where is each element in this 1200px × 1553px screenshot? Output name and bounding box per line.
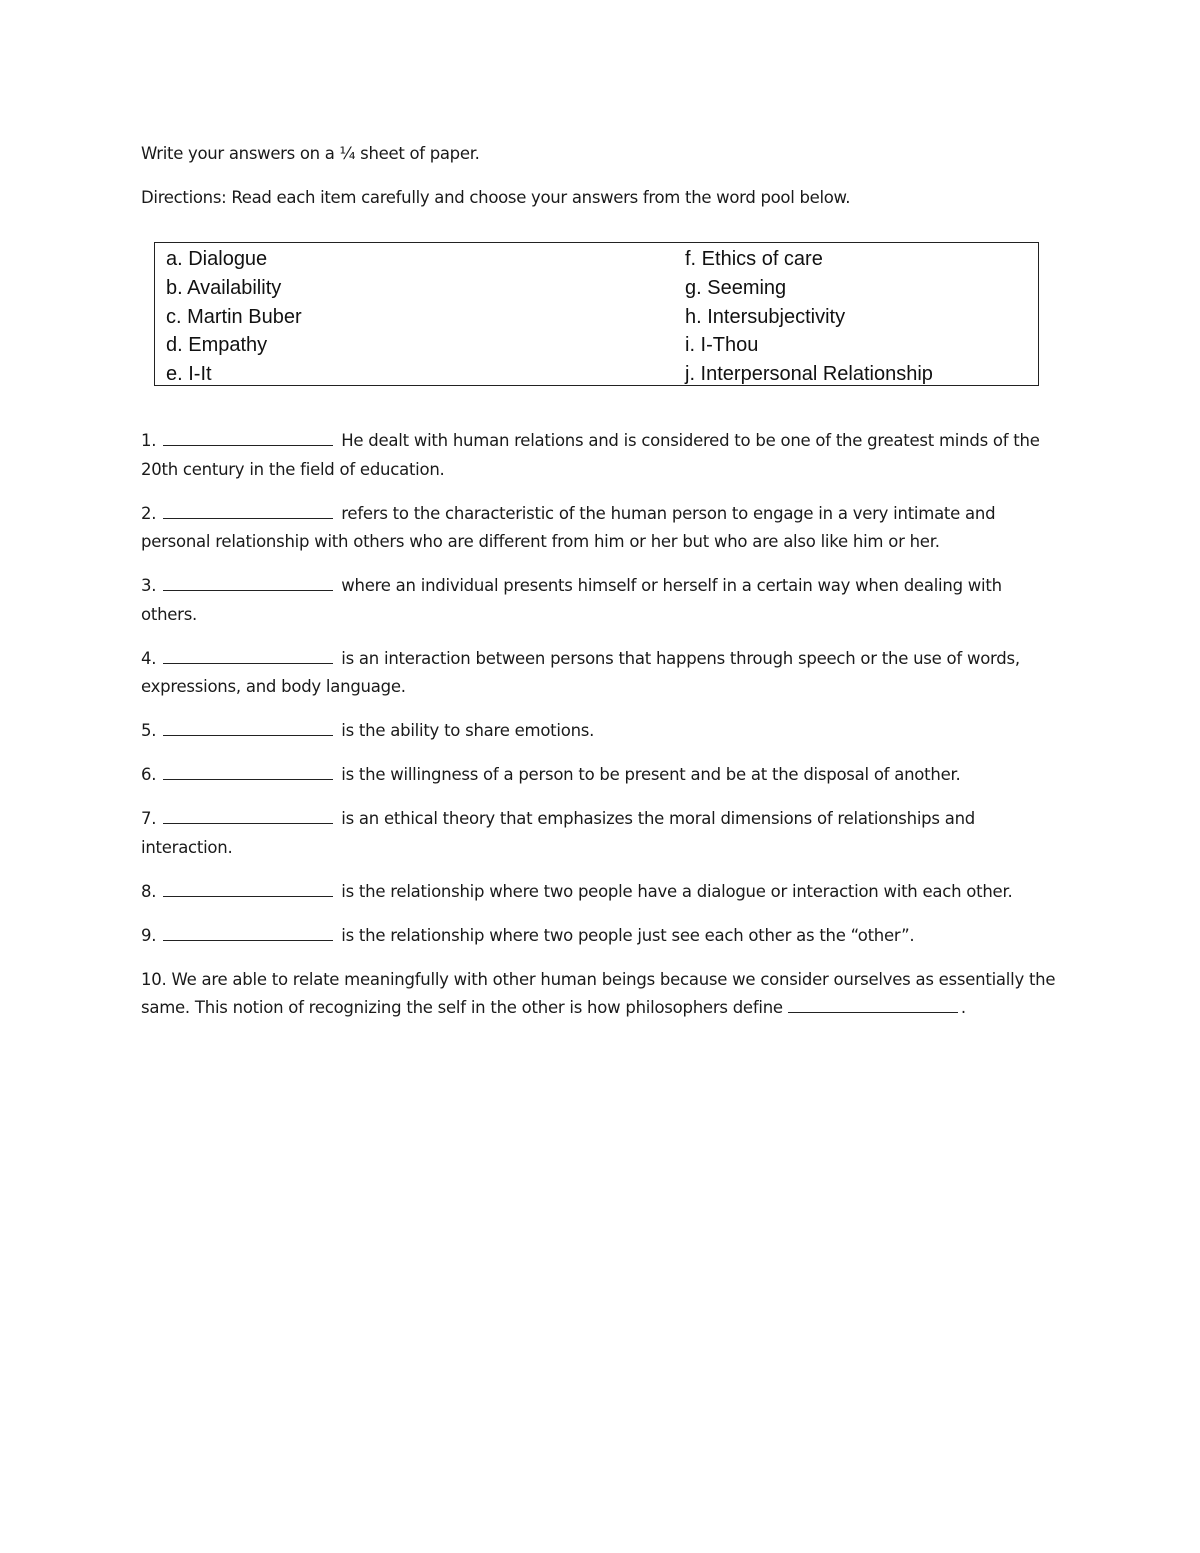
question-number: 5. xyxy=(141,721,157,740)
answer-blank[interactable] xyxy=(163,805,333,824)
answer-blank[interactable] xyxy=(163,427,333,446)
question-end-punctuation: . xyxy=(960,998,966,1017)
answer-blank[interactable] xyxy=(163,922,333,941)
question-item xyxy=(141,572,1061,629)
question-number: 1. xyxy=(141,431,157,450)
answer-blank[interactable] xyxy=(163,500,333,519)
word-pool-option: d. Empathy xyxy=(166,334,268,357)
question-text: is the ability to share emotions. xyxy=(341,721,595,740)
word-pool-right-column xyxy=(685,245,933,389)
question-text: where an individual presents himself or herself in a certain way when dealing with others. xyxy=(141,576,1002,624)
word-pool-left-column xyxy=(166,245,302,389)
question-number: 3. xyxy=(141,576,157,595)
question-text: is the relationship where two people have a dialogue or interaction with each other. xyxy=(341,881,1013,901)
question-item xyxy=(141,922,1061,951)
word-pool-option: c. Martin Buber xyxy=(166,305,302,328)
word-pool-option: g. Seeming xyxy=(685,276,787,299)
question-item xyxy=(141,761,1061,790)
word-pool-option: h. Intersubjectivity xyxy=(685,305,846,328)
question-item xyxy=(141,966,1061,1023)
answer-blank[interactable] xyxy=(788,994,958,1013)
question-text: is the relationship where two people just see each other as the “other”. xyxy=(341,925,915,945)
question-item xyxy=(141,427,1061,484)
word-pool-option: j. Interpersonal Relationship xyxy=(685,363,933,386)
question-number: 6. xyxy=(141,765,157,784)
answer-instruction: Write your answers on a ¼ sheet of paper. xyxy=(141,144,480,163)
question-number: 2. xyxy=(141,503,157,523)
answer-blank[interactable] xyxy=(163,761,333,780)
answer-blank[interactable] xyxy=(163,572,333,591)
question-text: is an ethical theory that emphasizes the moral dimensions of relationships and interaction. xyxy=(141,809,976,857)
word-pool-option: b. Availability xyxy=(166,276,282,299)
question-item xyxy=(141,645,1061,702)
word-pool-option: i. I-Thou xyxy=(685,334,759,357)
question-list xyxy=(141,427,1061,1038)
question-number: 7. xyxy=(141,809,157,828)
question-number: 8. xyxy=(141,881,157,901)
question-item xyxy=(141,500,1061,557)
question-text: is the willingness of a person to be present and be at the disposal of another. xyxy=(341,765,961,784)
question-item xyxy=(141,717,1061,746)
word-pool-option: a. Dialogue xyxy=(166,248,268,270)
word-pool-option: e. I-It xyxy=(166,363,212,386)
directions: Directions: Read each item carefully and choose your answers from the word pool below. xyxy=(141,188,851,207)
answer-blank[interactable] xyxy=(163,717,333,736)
answer-blank[interactable] xyxy=(163,645,333,664)
word-pool-option: f. Ethics of care xyxy=(685,248,823,270)
word-pool-box xyxy=(154,242,1039,386)
answer-blank[interactable] xyxy=(163,878,333,897)
question-item xyxy=(141,878,1061,907)
question-text: is an interaction between persons that happens through speech or the use of words, expressions, and body language. xyxy=(141,648,1020,696)
question-text: He dealt with human relations and is considered to be one of the greatest minds of the 20th century in the field of education. xyxy=(141,431,1040,479)
question-number: 4. xyxy=(141,648,157,668)
question-text: refers to the characteristic of the human person to engage in a very intimate and personal relationship with others who are different from him or her but who are also like him or her. xyxy=(141,503,996,551)
question-number: 10. xyxy=(141,969,167,989)
question-item xyxy=(141,805,1061,862)
question-number: 9. xyxy=(141,925,157,945)
question-text: We are able to relate meaningfully with other human beings because we consider ourselves as essentially the same. This notion of recognizing the self in the other is how philosophers define xyxy=(141,969,1056,1017)
